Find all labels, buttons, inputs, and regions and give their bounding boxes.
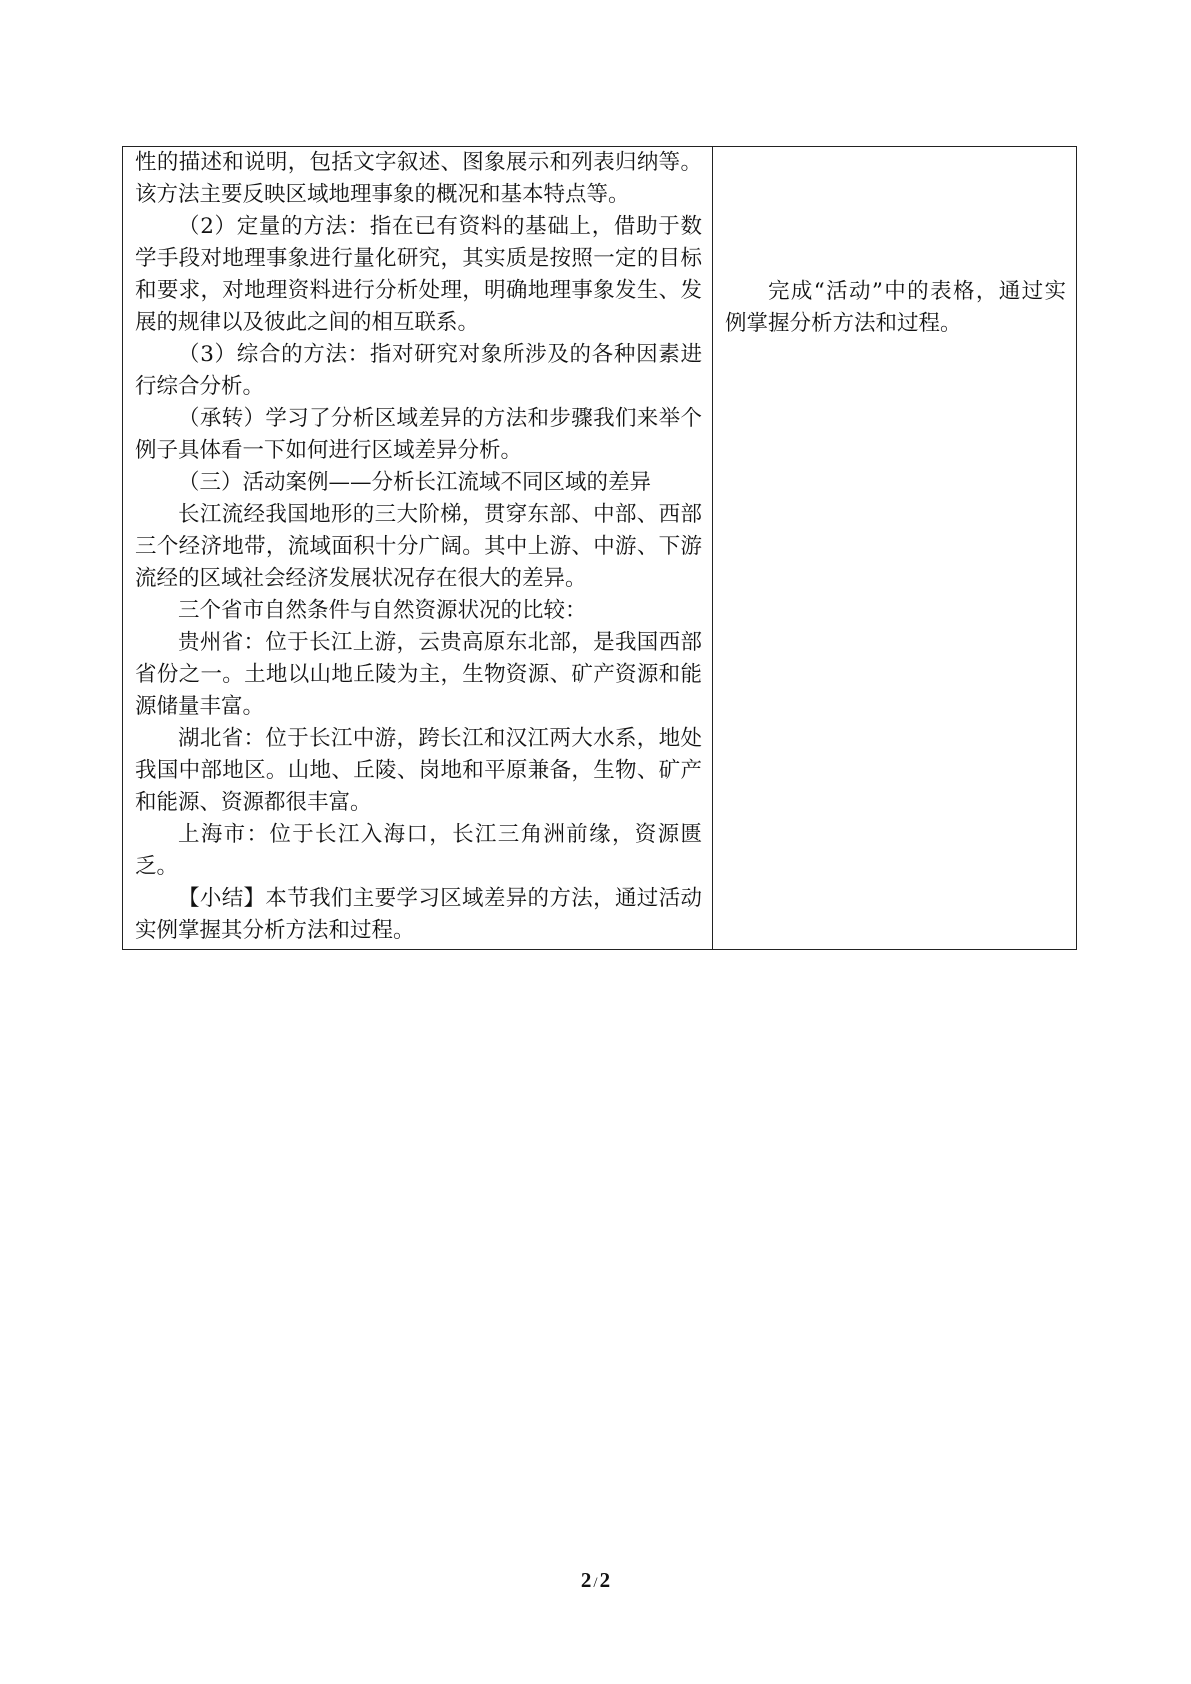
page-total: 2 [599, 1568, 611, 1592]
paragraph: 湖北省：位于长江中游，跨长江和汉江两大水系，地处我国中部地区。山地、丘陵、岗地和平原兼备，生物、矿产和能源、资源都很丰富。 [135, 726, 702, 815]
paragraph: （承转）学习了分析区域差异的方法和步骤我们来举个例子具体看一下如何进行区域差异分析。 [135, 406, 702, 463]
paragraph: 贵州省：位于长江上游，云贵高原东北部，是我国西部省份之一。土地以山地丘陵为主，生物资源、矿产资源和能源储量丰富。 [135, 630, 702, 719]
paragraph: （2）定量的方法：指在已有资料的基础上，借助于数学手段对地理事象进行量化研究，其实质是按照一定的目标和要求，对地理资料进行分析处理，明确地理事象发生、发展的规律以及彼此之间的相互联系。 [135, 214, 702, 335]
student-activity-cell [713, 147, 1077, 950]
page-number [0, 1568, 1191, 1593]
paragraph: （3）综合的方法：指对研究对象所涉及的各种因素进行综合分析。 [135, 342, 702, 399]
page-separator: / [593, 1575, 598, 1591]
teacher-activity-cell [123, 147, 713, 950]
page-current: 2 [580, 1568, 592, 1592]
paragraph: 长江流经我国地形的三大阶梯，贯穿东部、中部、西部三个经济地带，流域面积十分广阔。其中上游、中游、下游流经的区域社会经济发展状况存在很大的差异。 [135, 502, 702, 591]
table-row [123, 147, 1077, 950]
student-activity-note: 完成“活动”中的表格，通过实例掌握分析方法和过程。 [725, 279, 1066, 336]
paragraph: （三）活动案例——分析长江流域不同区域的差异 [178, 470, 652, 495]
paragraph: 三个省市自然条件与自然资源状况的比较： [178, 598, 587, 623]
paragraph: 上海市：位于长江入海口，长江三角洲前缘，资源匮乏。 [135, 822, 702, 879]
lesson-table [122, 146, 1077, 950]
paragraph: 性的描述和说明，包括文字叙述、图象展示和列表归纳等。该方法主要反映区域地理事象的概况和基本特点等。 [135, 150, 702, 207]
paragraph: 【小结】本节我们主要学习区域差异的方法，通过活动实例掌握其分析方法和过程。 [135, 886, 702, 943]
